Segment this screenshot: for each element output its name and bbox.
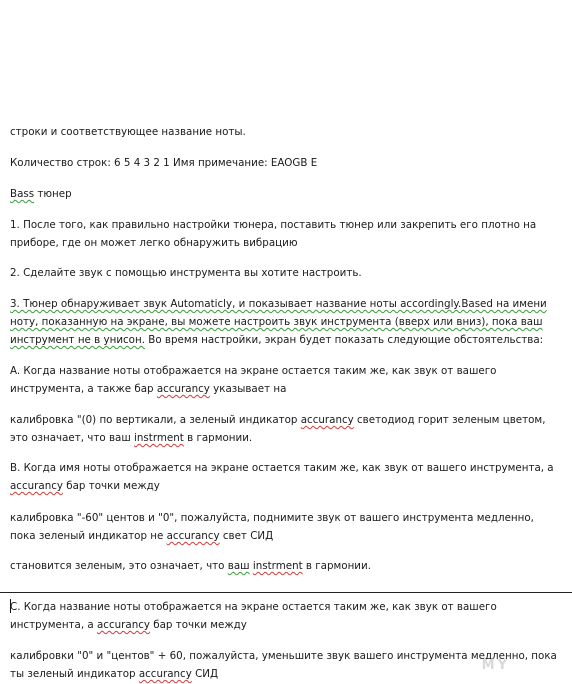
paragraph-string-count: Количество строк: 6 5 4 3 2 1 Имя примечание: EAOGB E [10, 157, 318, 169]
paragraph-bass-tuner: Bass тюнер [10, 188, 72, 200]
paragraph-calibration-b: калибровка "-60" центов и "0", пожалуйста, поднимите звук от вашего инструмента медленно, пока зеленый индикатор не accurancy свет СИД [10, 512, 534, 542]
paragraph-step-1: 1. После того, как правильно настройки тюнера, поставить тюнер или закрепить его плотно на приборе, где он может легко обнаружить вибрацию [10, 219, 537, 249]
paragraph-in-tune-b: становится зеленым, это означает, что ваш instrment в гармонии. [10, 560, 371, 572]
paragraph-case-b: B. Когда имя ноты отображается на экране остается таким же, как звук от вашего инструмента, а accurancy бар точки между [10, 462, 554, 492]
paragraph-calibration-c: калибровки "0" и "центов" + 60, пожалуйста, уменьшите звук вашего инструмента медленно, пока ты зеленый индикатор accurancy СИД [10, 650, 557, 680]
paragraph-case-c: C. Когда название ноты отображается на экране остается таким же, как звук от вашего инструмента, а accurancy бар точки между [10, 601, 497, 631]
paragraph-strings-intro: строки и соответствующее название ноты. [10, 126, 246, 138]
paragraph-calibration-a: калибровка "(0) по вертикали, а зеленый индикатор accurancy светодиод горит зеленым цветом, это означает, что ваш instrment в гармонии. [10, 414, 546, 444]
paragraph-step-3: 3. Тюнер обнаруживает звук Automaticly, и показывает название ноты accordingly.Based на имени ноту, показанную на экране, вы можете настроить звук инструмента (вверх или вниз), пока ваш инструмент не в унисон. Во время настройки, экран будет показать следующие обстоятельства: [10, 298, 547, 346]
page-break-divider [0, 592, 572, 593]
paragraph-case-a: A. Когда название ноты отображается на экране остается таким же, как звук от вашего инструмента, а также бар accurancy указывает на [10, 365, 497, 395]
watermark-logo: MY [481, 658, 510, 673]
paragraph-step-2: 2. Сделайте звук с помощью инструмента вы хотите настроить. [10, 267, 362, 279]
